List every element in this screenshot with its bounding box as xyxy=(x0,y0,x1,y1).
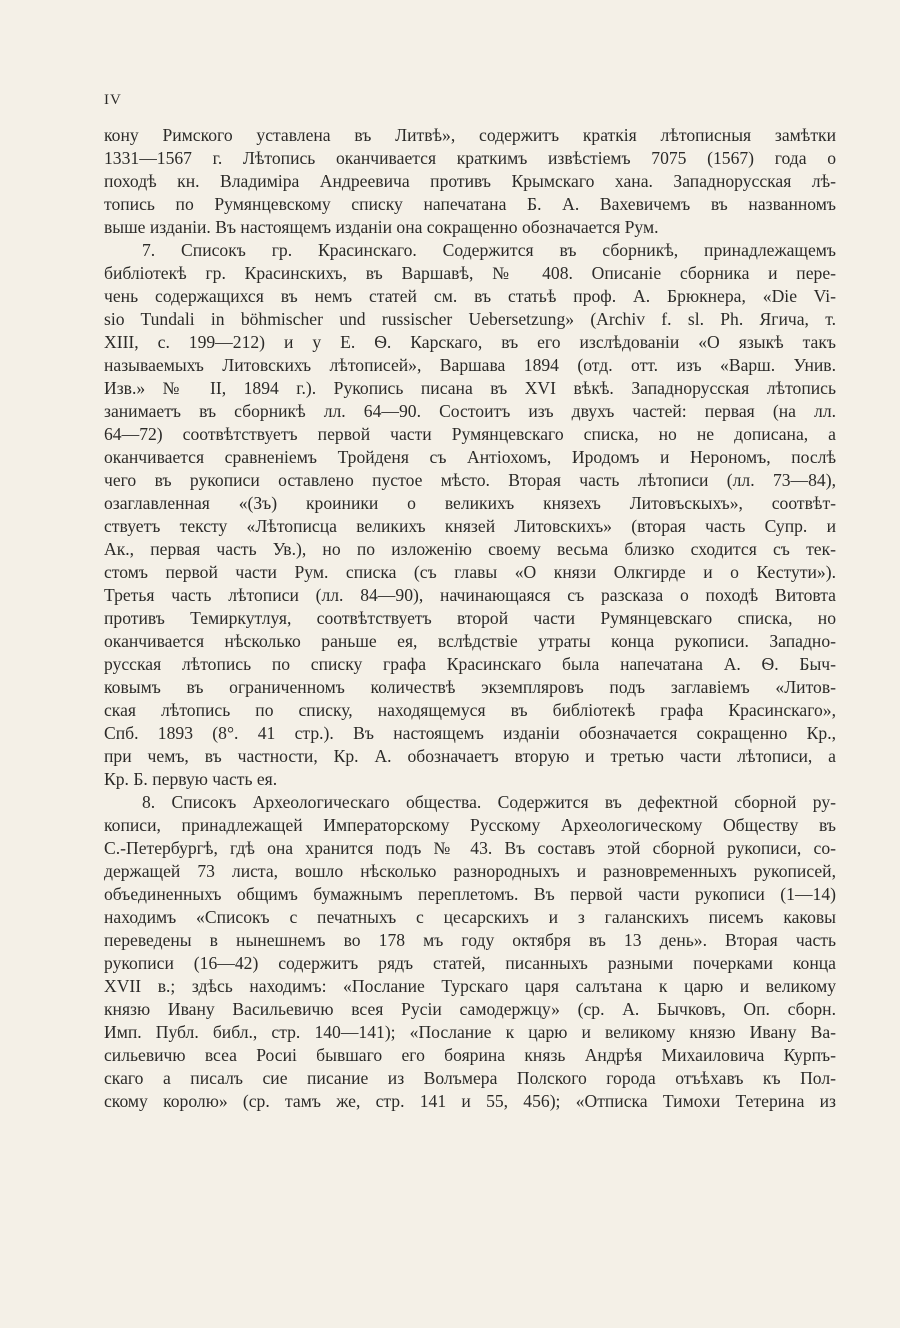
text-line: XVII в.; здѣсь находимъ: «Послание Турскаго царя салътана к царю и великому xyxy=(104,976,836,996)
body-text xyxy=(104,124,836,1113)
text-line: называемыхъ Литовскихъ лѣтописей», Варшава 1894 (отд. отт. изъ «Варш. Унив. xyxy=(104,355,836,375)
text-line: Ак., первая часть Ув.), но по изложенію своему весьма близко сходится съ тек- xyxy=(104,539,836,559)
text-line: С.-Петербургѣ, гдѣ она хранится подъ № 43. Въ составъ этой сборной рукописи, со- xyxy=(104,838,836,858)
text-line: кописи, принадлежащей Императорскому Русскому Археологическому Обществу въ xyxy=(104,815,836,835)
text-line: топись по Румянцевскому списку напечатана Б. А. Вахевичемъ въ названномъ xyxy=(104,194,836,214)
text-line: библіотекѣ гр. Красинскихъ, въ Варшавѣ, № 408. Описаніе сборника и пере- xyxy=(104,263,836,283)
text-line: выше изданіи. Въ настоящемъ изданіи она сокращенно обозначается Рум. xyxy=(104,217,659,237)
text-line: при чемъ, въ частности, Кр. А. обозначаетъ вторую и третью части лѣтописи, а xyxy=(104,746,836,766)
text-line: русская лѣтопись по списку графа Красинскаго была напечатана А. Ѳ. Быч- xyxy=(104,654,836,674)
text-line: 64—72) соотвѣтствуетъ первой части Румянцевскаго списка, но не дописана, а xyxy=(104,424,836,444)
text-line: Спб. 1893 (8°. 41 стр.). Въ настоящемъ изданіи обозначается сокращенно Кр., xyxy=(104,723,836,743)
text-line: Третья часть лѣтописи (лл. 84—90), начинающаяся съ разсказа о походѣ Витовта xyxy=(104,585,836,605)
text-line: чего въ рукописи оставлено пустое мѣсто. Вторая часть лѣтописи (лл. 73—84), xyxy=(104,470,836,490)
text-line: кону Римского уставлена въ Литвѣ», содержитъ краткія лѣтописныя замѣтки xyxy=(104,125,836,145)
text-line: рукописи (16—42) содержитъ рядъ статей, писанныхъ разными почерками конца xyxy=(104,953,836,973)
text-line: держащей 73 листа, вошло нѣсколько разнородныхъ и разновременныхъ рукописей, xyxy=(104,861,836,881)
text-line: озаглавленная «(Зъ) кроиники о великихъ князехъ Литовъскыхъ», соотвѣт- xyxy=(104,493,836,513)
text-line: противъ Темиркутлуя, соотвѣтствуетъ второй части Румянцевскаго списка, но xyxy=(104,608,836,628)
text-line: скаго а писалъ сие писание из Волъмера Полского города отъѣхавъ къ Пол- xyxy=(104,1068,836,1088)
text-line: оканчивается нѣсколько раньше ея, вслѣдствіе утраты конца рукописи. Западно- xyxy=(104,631,836,651)
text-line: 8. Списокъ Археологическаго общества. Содержится въ дефектной сборной ру- xyxy=(142,792,836,812)
text-line: 7. Списокъ гр. Красинскаго. Содержится въ сборникѣ, принадлежащемъ xyxy=(142,240,836,260)
text-line: оканчивается сравненіемъ Тройденя съ Антіохомъ, Иродомъ и Нерономъ, послѣ xyxy=(104,447,836,467)
text-line: походѣ кн. Владиміра Андреевича противъ Крымскаго хана. Западнорусская лѣ- xyxy=(104,171,836,191)
text-line: sio Tundali in böhmischer und russischer Uebersetzung» (Archiv f. sl. Ph. Ягича, т. xyxy=(104,309,836,329)
text-line: ская лѣтопись по списку, находящемуся въ библіотекѣ графа Красинскаго», xyxy=(104,700,836,720)
text-line: 1331—1567 г. Лѣтопись оканчивается краткимъ извѣстіемъ 7075 (1567) года о xyxy=(104,148,836,168)
text-line: ствуетъ тексту «Лѣтописца великихъ князей Литовскихъ» (вторая часть Супр. и xyxy=(104,516,836,536)
text-line: находимъ «Списокъ с печатныхъ с цесарскихъ и з галанскихъ писемъ каковы xyxy=(104,907,836,927)
text-line: XIII, с. 199—212) и у Е. Ѳ. Карскаго, въ его изслѣдованіи «О языкѣ такъ xyxy=(104,332,836,352)
text-line: занимаетъ въ сборникѣ лл. 64—90. Состоитъ изъ двухъ частей: первая (на лл. xyxy=(104,401,836,421)
text-line: Имп. Публ. библ., стр. 140—141); «Послание к царю и великому князю Ивану Ва- xyxy=(104,1022,836,1042)
text-line: переведены в нынешнемъ во 178 мъ году октября въ 13 день». Вторая часть xyxy=(104,930,836,950)
text-line: князю Ивану Васильевичю всея Русіи самодержцу» (ср. А. Бычковъ, Оп. сборн. xyxy=(104,999,836,1019)
text-line: Кр. Б. первую часть ея. xyxy=(104,769,278,789)
text-line: Изв.» № II, 1894 г.). Рукопись писана въ XVI вѣкѣ. Западнорусская лѣтопись xyxy=(104,378,836,398)
text-line: сильевичю всеа Росиі бывшаго его боярина князь Андрѣя Михаиловича Курпъ- xyxy=(104,1045,836,1065)
text-line: скому королю» (ср. тамъ же, стр. 141 и 55, 456); «Отписка Тимохи Тетерина из xyxy=(104,1091,836,1111)
text-line: объединенныхъ общимъ бумажнымъ переплетомъ. Въ первой части рукописи (1—14) xyxy=(104,884,836,904)
text-line: ковымъ въ ограниченномъ количествѣ экземпляровъ подъ заглавіемъ «Литов- xyxy=(104,677,836,697)
text-line: чень содержащихся въ немъ статей см. въ статьѣ проф. А. Брюкнера, «Die Vi- xyxy=(104,286,836,306)
page-number: IV xyxy=(104,92,122,108)
text-line: стомъ первой части Рум. списка (съ главы «О князи Олкгирде и о Кестути»). xyxy=(104,562,836,582)
